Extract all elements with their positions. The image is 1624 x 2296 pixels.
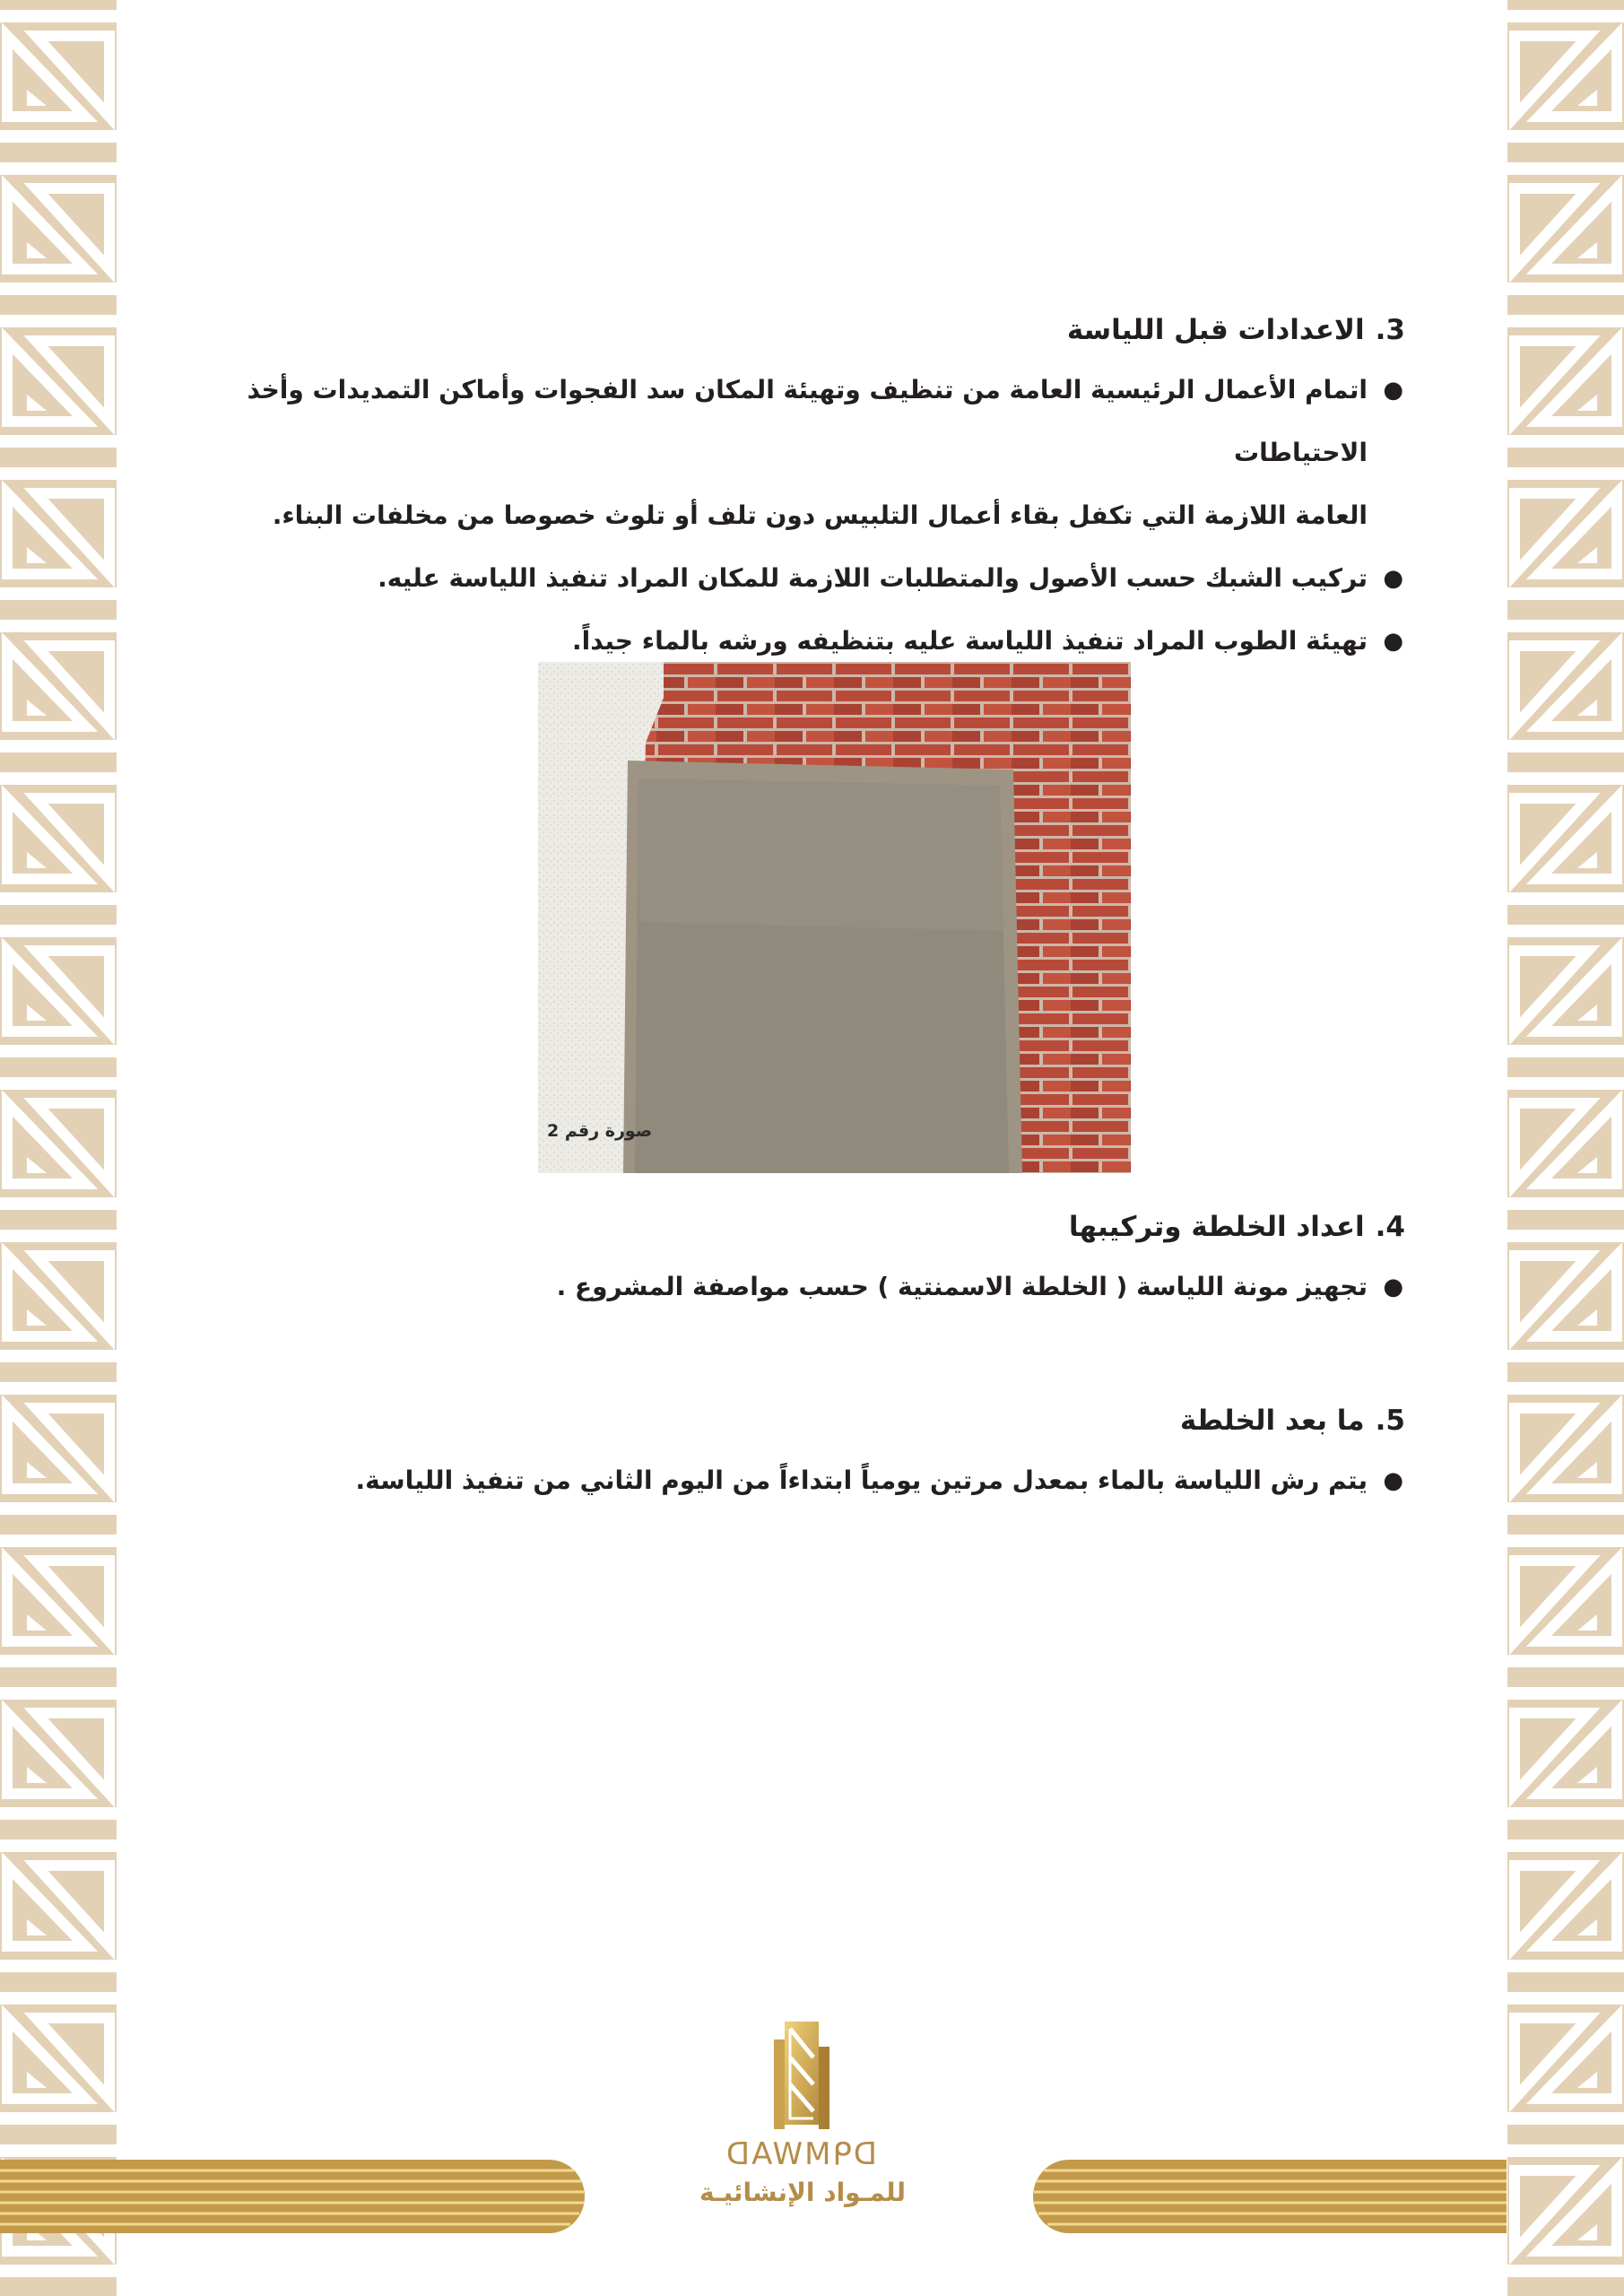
section-4: [175, 1209, 1412, 1318]
bullet-dot-icon: ●: [1383, 565, 1403, 593]
section-title: [175, 1209, 1412, 1245]
list-item-text: تجهيز مونة اللياسة ( الخلطة الاسمنتية ) حسب مواصفة المشروع .: [556, 1272, 1368, 1302]
list-item-text: اتمام الأعمال الرئيسية العامة من تنظيف وتهيئة المكان سد الفجوات وأماكن التمديدات وأخذ الاحتياطات: [247, 375, 1368, 468]
bullet-list: [175, 359, 1412, 673]
bullet-dot-icon: ●: [1383, 1467, 1403, 1495]
footer-stripe-right: [1033, 2160, 1507, 2233]
footer-stripe-left: [0, 2160, 585, 2233]
list-item: [175, 359, 1403, 484]
bullet-dot-icon: ●: [1383, 628, 1403, 656]
bullet-list: [175, 1449, 1412, 1512]
list-item-text: العامة اللازمة التي تكفل بقاء أعمال التلبيس دون تلف أو تلوث خصوصا من مخلفات البناء.: [272, 500, 1368, 531]
list-item: [175, 1449, 1403, 1512]
section-3: [175, 312, 1412, 673]
section-heading-text: الاعدادات قبل اللياسة: [1066, 314, 1365, 346]
bullet-list: [175, 1256, 1412, 1318]
list-item: [175, 1256, 1403, 1318]
section-number: 4.: [1375, 1211, 1405, 1243]
plaster-sample-photo: [538, 662, 1131, 1173]
list-item-text: تركيب الشبك حسب الأصول والمتطلبات اللازمة للمكان المراد تنفيذ اللياسة عليه.: [378, 563, 1368, 594]
photo-caption: صورة رقم 2: [547, 1121, 653, 1141]
bullet-dot-icon: ●: [1383, 1274, 1403, 1301]
list-item-text: تهيئة الطوب المراد تنفيذ اللياسة عليه بتنظيفه ورشه بالماء جيداً.: [572, 626, 1368, 657]
logo-arabic-text: للمـواد الإنشائيـة: [699, 2178, 906, 2207]
decorative-border-left: [0, 0, 117, 2296]
list-item-text: يتم رش اللياسة بالماء بمعدل مرتين يومياً ابتداءاً من اليوم الثاني من تنفيذ اللياسة.: [355, 1465, 1368, 1496]
brick-wall-image: [538, 662, 1131, 1173]
bullet-dot-icon: ●: [1383, 377, 1403, 404]
section-5: [175, 1403, 1412, 1512]
list-item: [175, 484, 1368, 547]
list-item: [175, 547, 1403, 610]
section-number: 3.: [1375, 314, 1405, 346]
logo-latin-text: ᗡAWMᑭᗡ: [726, 2136, 879, 2172]
section-heading-text: اعداد الخلطة وتركيبها: [1068, 1211, 1365, 1243]
decorative-border-right: [1507, 0, 1624, 2296]
section-title: [175, 1403, 1412, 1439]
section-heading-text: ما بعد الخلطة: [1179, 1405, 1365, 1437]
section-number: 5.: [1375, 1405, 1405, 1437]
section-title: [175, 312, 1412, 348]
